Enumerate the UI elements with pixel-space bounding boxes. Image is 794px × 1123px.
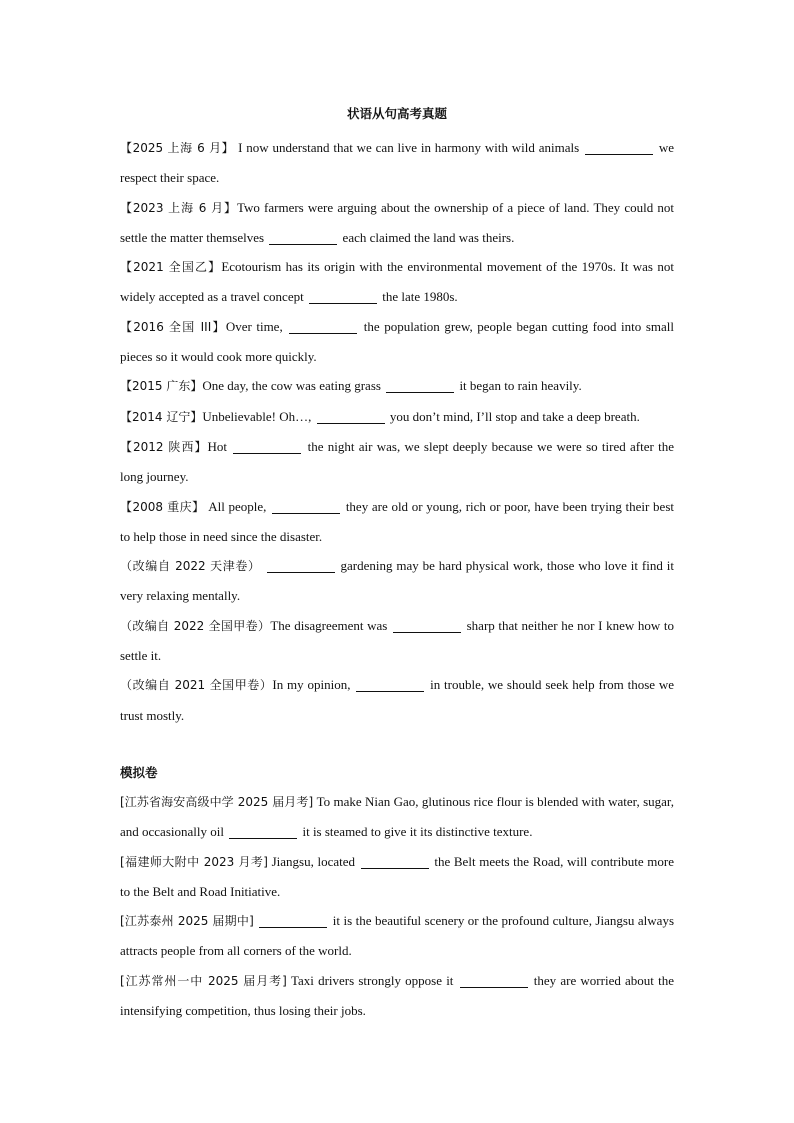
question-source: 【2015 广东】 <box>120 379 203 394</box>
question-source: 【2021 全国乙】 <box>120 260 222 275</box>
question-item <box>120 670 674 730</box>
question-text-before: In my opinion, <box>272 677 355 693</box>
question-text-after: we respect their space. <box>120 140 674 186</box>
question-text-before: One day, the cow was eating grass <box>202 378 385 394</box>
question-text-after: they are old or young, rich or poor, have been trying their best to help those in need since the disaster. <box>120 498 674 544</box>
question-source: [江苏省海安高级中学 2025 届月考] <box>120 794 314 809</box>
mock-question-item <box>120 966 674 1026</box>
answer-blank[interactable] <box>393 618 461 633</box>
question-text-before: Two farmers were arguing about the ownership of a piece of land. They could not settle the matter themselves <box>120 199 674 245</box>
question-text-after: it began to rain heavily. <box>456 378 582 394</box>
question-source: （改编自 2022 天津卷） <box>120 559 261 574</box>
question-source: （改编自 2021 全国甲卷） <box>120 678 273 693</box>
question-source: 【2016 全国 III】 <box>120 319 226 334</box>
question-item <box>120 252 674 312</box>
question-text-before: Jiangsu, located <box>267 853 359 869</box>
question-text-after: they are worried about the intensifying competition, thus losing their jobs. <box>120 972 674 1019</box>
question-text-before: Ecotourism has its origin with the environmental movement of the 1970s. It was not widely accepted as a travel concept <box>120 259 674 305</box>
question-text-after: gardening may be hard physical work, those who love it find it very relaxing mentally. <box>120 558 675 604</box>
answer-blank[interactable] <box>269 230 337 245</box>
answer-blank[interactable] <box>317 409 385 424</box>
question-text-before <box>254 913 257 928</box>
question-text-after: each claimed the land was theirs. <box>339 229 515 245</box>
question-item <box>120 193 674 253</box>
answer-blank[interactable] <box>386 378 454 393</box>
question-text-after: it is steamed to give it its distinctive texture. <box>299 824 533 840</box>
question-text-before: The disagreement was <box>270 617 391 633</box>
question-text-before: Hot <box>207 438 232 454</box>
question-item <box>120 402 674 432</box>
question-item <box>120 371 674 401</box>
answer-blank[interactable] <box>361 854 429 869</box>
question-source: 【2012 陕西】 <box>120 439 208 454</box>
mock-question-list <box>120 787 674 1025</box>
question-text-after: in trouble, we should seek help from those we trust mostly. <box>120 677 674 723</box>
question-text-after: the night air was, we slept deeply because we were so tired after the long journey. <box>120 438 674 485</box>
answer-blank[interactable] <box>309 289 377 304</box>
answer-blank[interactable] <box>460 973 528 988</box>
question-text-before: Taxi drivers strongly oppose it <box>286 972 458 988</box>
question-source: 【2023 上海 6 月】 <box>120 200 237 215</box>
question-source: （改编自 2022 全国甲卷） <box>120 618 271 633</box>
question-text-before: Over time, <box>225 318 288 334</box>
question-text-before: All people, <box>204 498 271 514</box>
question-text-before: I now understand that we can live in harmony with wild animals <box>234 140 583 155</box>
mock-question-item <box>120 787 674 847</box>
question-source: [江苏泰州 2025 届期中] <box>120 914 254 929</box>
question-source: [江苏常州一中 2025 届月考] <box>120 973 287 988</box>
question-source: 【2008 重庆】 <box>120 499 205 514</box>
question-text-after: the population grew, people began cutting food into small pieces so it would cook more quickly. <box>120 318 674 365</box>
question-item <box>120 312 674 372</box>
mock-question-item <box>120 847 674 907</box>
question-source: 【2025 上海 6 月】 <box>120 141 235 155</box>
answer-blank[interactable] <box>356 677 424 692</box>
question-item <box>120 133 674 193</box>
question-list <box>120 133 674 730</box>
question-item <box>120 432 674 492</box>
question-text-after: the late 1980s. <box>378 289 458 305</box>
mock-section-title: 模拟卷 <box>120 764 158 780</box>
question-text-after: you don’t mind, I’ll stop and take a deep breath. <box>386 408 640 424</box>
answer-blank[interactable] <box>259 913 327 928</box>
mock-question-item <box>120 906 674 966</box>
question-item <box>120 611 674 671</box>
answer-blank[interactable] <box>585 140 653 155</box>
answer-blank[interactable] <box>233 439 301 454</box>
question-item <box>120 551 674 611</box>
question-text-before: To make Nian Gao, glutinous rice flour is blended with water, sugar, and occasionally oil <box>120 793 674 840</box>
question-source: [福建师大附中 2023 月考] <box>120 854 268 869</box>
answer-blank[interactable] <box>289 319 357 334</box>
answer-blank[interactable] <box>229 824 297 839</box>
page-title: 状语从句高考真题 <box>346 106 447 121</box>
question-item <box>120 492 674 552</box>
document-page <box>120 104 674 1025</box>
question-text-after: it is the beautiful scenery or the profound culture, Jiangsu always attracts people from all corners of the world. <box>120 913 674 959</box>
question-text-before: Unbelievable! Oh…, <box>202 408 315 424</box>
question-source: 【2014 辽宁】 <box>120 409 203 424</box>
answer-blank[interactable] <box>267 558 335 573</box>
question-text-after: the Belt meets the Road, will contribute more to the Belt and Road Initiative. <box>120 853 674 899</box>
answer-blank[interactable] <box>272 499 340 514</box>
question-text-after: sharp that neither he nor I knew how to settle it. <box>120 617 674 664</box>
question-text-before <box>261 558 265 573</box>
